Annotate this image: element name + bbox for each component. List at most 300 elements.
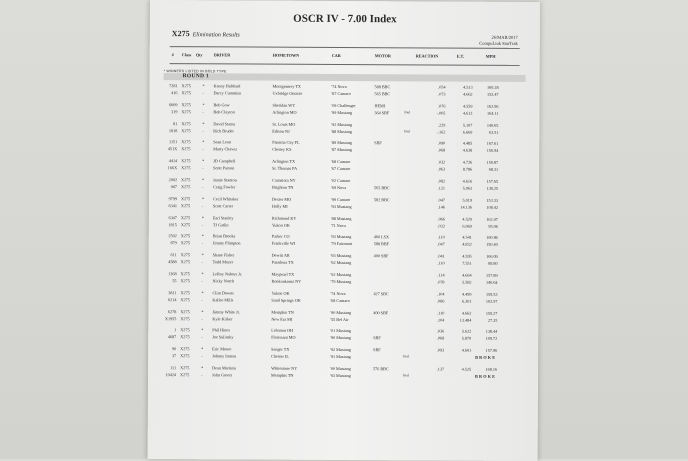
elapsed-time: 5.019 (462, 197, 472, 203)
car-model: '55 Bel Air (330, 316, 349, 322)
motor: 400 SBF (373, 309, 389, 315)
column-headers (150, 52, 540, 62)
car-model: '93 Mustang (330, 372, 351, 379)
columns-divider (170, 63, 520, 66)
motor: 364 SBF (374, 109, 390, 116)
speed-mph: 166.09 (486, 253, 498, 259)
elapsed-time: 4.638 (462, 148, 473, 154)
class-cell: X275 (181, 146, 191, 152)
race-pair (148, 289, 538, 310)
motor: SBF (374, 140, 382, 146)
driver-name: Phil Hines (212, 327, 230, 333)
event-subtitle: Elimination Results (192, 32, 240, 39)
class-cell: X275 (180, 221, 191, 227)
reaction-time: .032 (437, 223, 445, 229)
race-pair (149, 120, 539, 141)
class-cell: X275 (181, 108, 191, 115)
speed-mph: 63.51 (488, 129, 499, 135)
reaction-time: .068 (436, 335, 445, 341)
driver-name: Dean Martinis (212, 365, 237, 371)
car-model: '74 Nova (331, 83, 347, 90)
reaction-time: .068 (437, 147, 446, 153)
elapsed-time: 5.063 (462, 185, 473, 191)
car-model: '92 Mustang (330, 271, 352, 278)
hometown: Memphis TN (271, 372, 294, 378)
elapsed-time: 6.960 (462, 223, 472, 229)
reaction-time: .047 (437, 241, 445, 247)
hometown: Sand Springs OK (271, 297, 301, 303)
win-marker: - (201, 315, 203, 321)
driver-name: Cecil Whitaker (212, 196, 239, 202)
header-divider (170, 46, 520, 49)
hometown: Frankville WI (271, 241, 296, 247)
driver-name: Earl Stanley (212, 214, 234, 221)
car-model: '93 Mustang (330, 234, 352, 240)
hometown: Cheney KS (272, 147, 292, 153)
driver-name: Kenny Hubbard (213, 83, 241, 89)
col-qty: Qty (195, 52, 203, 58)
motor: 582 BBC (373, 196, 390, 203)
hometown: Lebanon OH (271, 327, 294, 334)
win-marker: * (202, 139, 205, 145)
win-marker: - (201, 334, 203, 340)
car-number: 611 (170, 252, 177, 258)
table-row (148, 296, 538, 305)
speed-mph: 159.27 (485, 310, 498, 316)
car-model: '87 Mustang (331, 147, 352, 153)
table-row (149, 277, 539, 286)
foul-flag: foul (403, 354, 409, 359)
motor: 588 BBC (374, 84, 391, 90)
car-model: '89 Mustang (331, 140, 352, 146)
car-number: 10424 (165, 372, 177, 378)
speed-mph: 164.11 (487, 110, 499, 116)
car-number: 6347 (168, 214, 177, 220)
hometown: Arlington MO (272, 109, 297, 115)
car-model: '71 Nova (330, 222, 346, 228)
speed-mph: 27.35 (487, 317, 498, 323)
car-number: 6278 (167, 308, 177, 314)
speed-mph: 153.33 (486, 197, 498, 203)
class-cell: X275 (180, 372, 190, 378)
hometown: Brighton TN (272, 184, 294, 190)
round-band (164, 73, 526, 82)
elapsed-time: 4.664 (462, 272, 472, 278)
winner-note: * WINNERS LISTED IN BOLD TYPE (163, 69, 227, 74)
col-class: Class (181, 52, 192, 58)
elapsed-time: 5.107 (462, 122, 473, 128)
class-cell: X275 (180, 271, 190, 277)
driver-name: JD Campbell (213, 158, 236, 164)
car-number: 111 (170, 365, 177, 371)
motor: 427 SBC (373, 290, 389, 297)
table-row (149, 202, 539, 211)
foul-flag: foul (404, 128, 411, 133)
win-marker: * (201, 365, 204, 371)
class-cell: X275 (180, 353, 190, 359)
win-marker: - (201, 297, 203, 303)
class-cell: X275 (180, 252, 190, 258)
car-number: 6341 (168, 202, 177, 208)
speed-mph: 138.44 (485, 329, 498, 335)
reaction-time: .110 (437, 310, 445, 316)
driver-name: Brian Brooks (212, 233, 236, 239)
hometown: St. Louis MO (272, 121, 296, 127)
car-model: '01 Mustang (330, 328, 351, 334)
reaction-time: .229 (438, 122, 446, 128)
car-model: '92 Mustang (331, 121, 353, 127)
reaction-time: .137 (436, 366, 445, 372)
reaction-time: -.162 (436, 129, 446, 135)
class-cell: X275 (180, 308, 190, 314)
reaction-time: .073 (438, 91, 446, 97)
race-pair (149, 232, 539, 253)
car-number: 7281 (169, 83, 178, 89)
elapsed-time: 6.669 (462, 129, 473, 135)
motor: SBF (373, 347, 381, 353)
col-num: # (171, 52, 174, 58)
table-row (149, 108, 539, 117)
driver-name: David Starns (213, 120, 236, 127)
class-cell: X275 (181, 177, 191, 183)
hometown: Whitestone NY (271, 365, 298, 371)
driver-name: TJ Gatlin (212, 221, 229, 227)
class-cell: X275 (180, 296, 190, 302)
car-model: '92 Mustang (330, 347, 351, 353)
car-model: '99 Camaro (330, 196, 351, 202)
car-model: '79 Mustang (330, 278, 352, 285)
race-pair (149, 214, 539, 235)
reaction-time: .114 (437, 272, 445, 278)
reaction-time: .047 (437, 197, 445, 203)
class-cell: X275 (180, 327, 190, 333)
table-row (149, 164, 539, 173)
car-model: '68 Camaro (330, 297, 350, 303)
event-date: 26/MAR/2017 (491, 34, 518, 40)
hometown: Sanger TX (271, 346, 290, 352)
motor: 565 BBC (374, 91, 391, 97)
win-marker: * (202, 177, 205, 183)
driver-name: Kyle Kirker (212, 315, 233, 321)
win-marker: * (201, 308, 204, 314)
win-marker: * (201, 346, 204, 352)
class-cell: X275 (181, 139, 191, 145)
class-cell: X275 (181, 158, 191, 164)
class-cell: X275 (181, 90, 191, 96)
car-number: 451X (167, 146, 178, 152)
race-pair (149, 195, 539, 216)
speed-mph: 159.53 (485, 291, 498, 297)
speed-mph: 109.72 (485, 336, 498, 342)
speed-mph: 102.97 (485, 298, 498, 304)
driver-name: Kallee Mills (212, 297, 234, 303)
race-pair (148, 326, 538, 347)
car-number: 55 (172, 278, 177, 284)
car-number: 1818 (168, 127, 178, 133)
driver-name: Marty Chavez (213, 146, 238, 152)
hometown: New Era MI (271, 316, 293, 322)
car-model: '91 Mustang (330, 354, 351, 360)
motor: HEMI (374, 102, 386, 109)
reaction-time: .054 (438, 84, 446, 90)
elapsed-time: 4.662 (463, 91, 473, 97)
speed-mph: 157.96 (485, 347, 498, 353)
car-model: '88 Mustang (330, 215, 352, 221)
hometown: Richmond KY (271, 215, 297, 221)
reaction-time: .121 (437, 185, 446, 191)
results-sheet (148, 0, 540, 461)
table-row (149, 127, 539, 136)
driver-name: Clint Downs (212, 290, 234, 296)
reaction-time: .041 (437, 253, 445, 259)
speed-mph: 157.65 (486, 178, 499, 184)
race-pair (149, 101, 539, 122)
driver-name: Jimmy White Jr. (212, 308, 240, 315)
class-cell: X275 (180, 259, 190, 265)
car-model: '90 Mustang (330, 309, 352, 315)
class-cell: X275 (180, 233, 191, 239)
class-cell: X275 (180, 195, 191, 201)
race-pair (149, 176, 539, 197)
win-marker: - (202, 146, 204, 152)
car-number: 4588 (168, 259, 177, 265)
speed-mph: 146.64 (485, 279, 498, 285)
car-model: '68 Camaro (331, 159, 351, 165)
elapsed-time: 4.601 (461, 347, 472, 353)
elapsed-time: 4.525 (461, 366, 472, 372)
win-marker: * (202, 83, 205, 89)
elapsed-time: 4.662 (461, 310, 472, 316)
round-label: ROUND 1 (182, 73, 210, 80)
software-label: CompuLink StarTrak (479, 40, 518, 46)
class-cell: X275 (180, 315, 190, 321)
hometown: Holly MI (271, 203, 288, 209)
reaction-time: .093 (436, 347, 445, 353)
car-number: 1 (174, 327, 177, 333)
speed-mph: 168.16 (485, 366, 498, 372)
car-number: 6009 (169, 101, 178, 107)
speed-mph: 95.96 (488, 223, 498, 229)
speed-mph: 160.86 (486, 235, 498, 241)
elapsed-time: 4.595 (462, 253, 472, 259)
win-marker: * (201, 214, 204, 220)
car-number: 90 (171, 346, 177, 352)
driver-name: Craig Fowler (213, 184, 236, 190)
win-marker: * (201, 290, 204, 296)
speed-mph: 162.47 (486, 216, 498, 222)
car-number: X1955 (164, 315, 177, 321)
elapsed-time: 4.513 (463, 84, 473, 90)
car-model: '74 Nova (330, 290, 346, 296)
elapsed-time: 4.485 (462, 141, 473, 147)
hometown: Arlington TX (272, 158, 296, 164)
table-row (148, 352, 538, 361)
driver-name: Sean Leon (213, 139, 232, 145)
hometown: Yukon OK (271, 222, 290, 228)
class-cell: X275 (180, 202, 191, 208)
class-cell: X275 (181, 83, 191, 89)
driver-name: Joe Sulinsky (212, 334, 234, 340)
event-heading (172, 29, 240, 38)
hometown: Panama City FL (272, 140, 300, 146)
win-marker: - (201, 259, 204, 265)
reaction-time: .032 (437, 159, 446, 165)
table-row (149, 258, 539, 267)
hometown: Montgomery TX (272, 83, 301, 89)
hometown: Pasadena TX (271, 259, 294, 265)
race-pair (148, 364, 538, 385)
car-model: '79 Fairmont (330, 241, 353, 247)
reaction-time: .090 (437, 140, 446, 146)
hometown: Uxbridge Ontario (272, 90, 303, 96)
table-row (149, 221, 539, 230)
win-marker: - (201, 240, 204, 246)
speed-mph: 150.87 (486, 159, 499, 166)
race-pair (148, 345, 538, 366)
motor: 400 SBF (373, 253, 389, 259)
driver-name: John Greers (212, 372, 233, 378)
win-marker: * (202, 102, 205, 108)
results-list (148, 82, 540, 385)
speed-mph: 140.65 (486, 122, 499, 128)
car-model: '09 Challenger (331, 102, 356, 108)
col-car: CAR (331, 52, 341, 58)
car-number: 1151 (169, 139, 178, 145)
win-marker: * (202, 158, 205, 164)
reaction-time: -.005 (436, 110, 446, 116)
table-row (148, 371, 538, 380)
table-row (149, 183, 539, 192)
col-hometown: HOMETOWN (272, 52, 300, 58)
class-cell: X275 (181, 127, 191, 133)
car-model: '90 Mustang (330, 335, 351, 341)
car-number: 879 (170, 240, 177, 246)
win-marker: - (201, 353, 203, 359)
class-cell: X275 (180, 334, 190, 340)
speed-mph: 157.89 (486, 272, 498, 278)
hometown: Yukon OK (271, 290, 290, 296)
driver-name: Eric Moore (212, 346, 232, 352)
motor: SBF (373, 335, 381, 341)
car-number: 3811 (168, 289, 177, 295)
reaction-time: .086 (437, 298, 445, 304)
reaction-time: .104 (437, 291, 445, 297)
motor: 565 BBC (374, 185, 390, 191)
car-number: 4687 (167, 334, 177, 340)
driver-name: Darcy Cummins (213, 90, 242, 96)
car-model: '87 Camaro (331, 90, 351, 97)
speed-mph: 138.25 (486, 185, 499, 191)
foul-flag: foul (404, 110, 411, 115)
win-marker: * (201, 271, 204, 277)
reaction-time: .110 (437, 260, 445, 266)
elapsed-time: 4.832 (462, 242, 472, 248)
reaction-time: .110 (437, 234, 445, 240)
class-cell: X275 (181, 165, 191, 171)
elapsed-time: 5.622 (461, 328, 472, 335)
foul-flag: foul (403, 373, 409, 378)
car-model: '93 Mustang (330, 253, 352, 259)
elapsed-time: 8.786 (462, 166, 473, 172)
class-cell: X275 (180, 278, 190, 284)
win-marker: * (201, 233, 204, 239)
win-marker: - (201, 221, 204, 227)
car-number: 2502 (168, 233, 177, 239)
speed-mph: 153.47 (486, 91, 499, 97)
elapsed-time: 6.301 (461, 298, 472, 304)
win-marker: - (202, 127, 204, 133)
car-model: '92 Mustang (330, 260, 352, 266)
race-pair (148, 308, 538, 329)
win-marker: * (201, 196, 205, 202)
car-model: '67 Camaro (331, 166, 351, 172)
reaction-time: .104 (436, 317, 445, 323)
table-row (149, 239, 539, 248)
car-number: 2002 (168, 177, 178, 183)
win-marker: - (201, 372, 203, 378)
race-pair (149, 82, 539, 103)
speed-mph: 108.42 (486, 204, 498, 210)
table-row (149, 89, 539, 98)
col-et: E.T. (456, 53, 465, 59)
hometown: St. Thomas PA (272, 165, 298, 171)
motor: 576 BBC (373, 366, 389, 372)
hometown: Florissant MO (271, 334, 296, 341)
class-cell: X275 (181, 101, 191, 108)
car-number: 9799 (168, 195, 177, 201)
race-pair (149, 138, 539, 159)
hometown: Chester IL (271, 353, 289, 359)
page-title: OSCR IV - 7.00 Index (293, 12, 397, 26)
class-cell: X275 (181, 184, 191, 190)
class-cell: X275 (180, 346, 190, 352)
car-number: 319 (171, 108, 178, 114)
hometown: Maypearl TX (271, 271, 295, 277)
driver-name: Jimmy Plimpton (212, 240, 241, 246)
hometown: Sheridan WY (272, 102, 296, 108)
speed-mph: 162.96 (486, 103, 499, 109)
win-marker: - (201, 278, 203, 284)
speed-mph: 89.80 (488, 260, 498, 266)
speed-mph: 68.31 (488, 166, 499, 173)
table-row (149, 145, 539, 154)
driver-name: Rich Bruder (213, 127, 234, 134)
car-number: 6214 (168, 296, 177, 302)
win-marker: * (201, 327, 204, 333)
elapsed-time: 4.613 (462, 110, 473, 116)
broke-status: BROKE (475, 354, 497, 360)
car-number: 1815 (168, 221, 177, 227)
hometown: Dexter MO (271, 196, 292, 202)
car-model: '69 Nova (331, 184, 347, 191)
race-pair (148, 270, 538, 291)
win-marker: - (202, 165, 204, 171)
broke-status: BROKE (475, 373, 497, 379)
car-model: '02 Camaro (331, 177, 351, 184)
class-cell: X275 (180, 365, 190, 371)
hometown: Dewitt AR (271, 252, 290, 258)
elapsed-time: 4.499 (462, 291, 472, 297)
elapsed-time: 4.541 (462, 235, 472, 241)
reaction-time: .146 (437, 204, 445, 210)
car-number: 4414 (168, 158, 178, 164)
driver-name: Scott Parson (213, 165, 235, 171)
driver-name: Scott Carter (212, 203, 234, 209)
col-driver: DRIVER (213, 52, 231, 58)
elapsed-time: 7.551 (462, 260, 472, 266)
car-number: 166X (167, 165, 178, 171)
race-pair (149, 251, 539, 272)
